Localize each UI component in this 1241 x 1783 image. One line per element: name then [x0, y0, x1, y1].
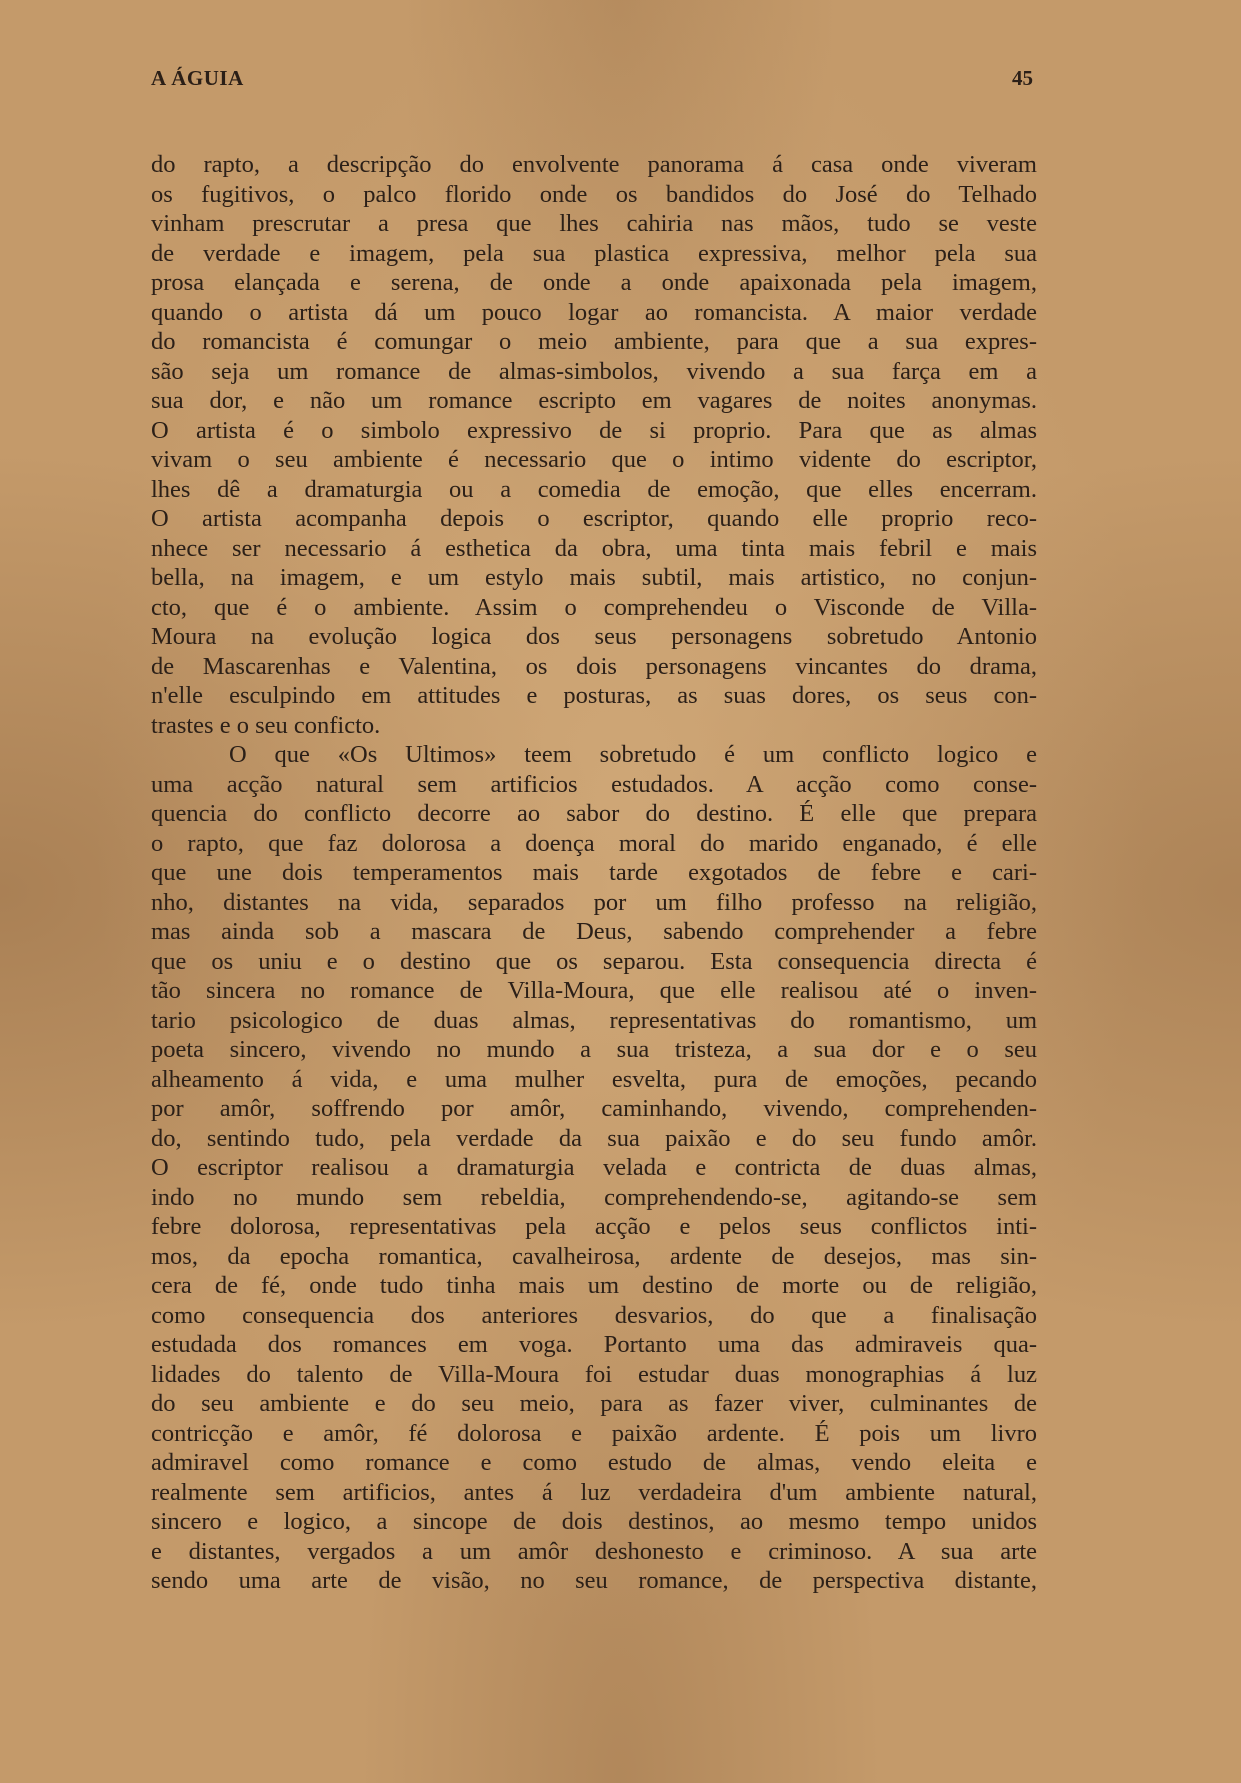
journal-title: A ÁGUIA [151, 66, 244, 90]
text-line: O artista é o simbolo expressivo de si proprio. Para que as almas [151, 416, 1037, 444]
text-line: do, sentindo tudo, pela verdade da sua paixão e do seu fundo amôr. [151, 1124, 1037, 1152]
text-line: realmente sem artificios, antes á luz verdadeira d'um ambiente natural, [151, 1478, 1037, 1506]
text-line: do romancista é comungar o meio ambiente, para que a sua expres- [151, 328, 1037, 355]
text-line: e distantes, vergados a um amôr deshonesto e criminoso. A sua arte [151, 1537, 1037, 1565]
text-line: poeta sincero, vivendo no mundo a sua tristeza, a sua dor e o seu [151, 1036, 1037, 1063]
text-line: que une dois temperamentos mais tarde exgotados de febre e cari- [151, 859, 1037, 886]
text-line: quencia do conflicto decorre ao sabor do destino. É elle que prepara [151, 800, 1037, 827]
page-number: 45 [1012, 66, 1033, 90]
text-line: nho, distantes na vida, separados por um filho professo na religião, [151, 888, 1037, 916]
text-line: de Mascarenhas e Valentina, os dois personagens vincantes do drama, [151, 652, 1037, 680]
text-line: os fugitivos, o palco florido onde os bandidos do José do Telhado [151, 180, 1037, 208]
text-line: por amôr, soffrendo por amôr, caminhando, vivendo, comprehenden- [151, 1095, 1037, 1122]
text-line: sua dor, e não um romance escripto em vagares de noites anonymas. [151, 387, 1037, 414]
text-line: estudada dos romances em voga. Portanto uma das admiraveis qua- [151, 1331, 1037, 1358]
paragraph-start-line: O que «Os Ultimos» teem sobretudo é um conflicto logico e [229, 741, 1037, 768]
text-line: O artista acompanha depois o escriptor, quando elle proprio reco- [151, 505, 1037, 532]
text-line: lidades do talento de Villa-Moura foi estudar duas monographias á luz [151, 1360, 1037, 1388]
text-line: nhece ser necessario á esthetica da obra, uma tinta mais febril e mais [151, 534, 1037, 562]
text-line: mos, da epocha romantica, cavalheirosa, ardente de desejos, mas sin- [151, 1242, 1037, 1270]
text-line: admiravel como romance e como estudo de almas, vendo eleita e [151, 1449, 1037, 1476]
text-line: de verdade e imagem, pela sua plastica expressiva, melhor pela sua [151, 239, 1037, 267]
text-line: prosa elançada e serena, de onde a onde apaixonada pela imagem, [151, 269, 1037, 296]
text-line: lhes dê a dramaturgia ou a comedia de emoção, que elles encerram. [151, 475, 1037, 503]
body-text [151, 150, 1037, 1596]
running-head [151, 66, 1033, 96]
text-line: vivam o seu ambiente é necessario que o intimo vidente do escriptor, [151, 446, 1037, 473]
text-line: tario psicologico de duas almas, representativas do romantismo, um [151, 1006, 1037, 1034]
text-line: vinham prescrutar a presa que lhes cahiria nas mãos, tudo se veste [151, 210, 1037, 237]
text-line: cera de fé, onde tudo tinha mais um destino de morte ou de religião, [151, 1272, 1037, 1299]
text-line: indo no mundo sem rebeldia, comprehendendo-se, agitando-se sem [151, 1183, 1037, 1211]
text-line: do seu ambiente e do seu meio, para as fazer viver, culminantes de [151, 1390, 1037, 1417]
text-line: uma acção natural sem artificios estudados. A acção como conse- [151, 770, 1037, 798]
text-line: que os uniu e o destino que os separou. Esta consequencia directa é [151, 947, 1037, 975]
text-line: como consequencia dos anteriores desvarios, do que a finalisação [151, 1301, 1037, 1329]
paragraph-end-line: trastes e o seu conficto. [151, 711, 381, 739]
text-line: sendo uma arte de visão, no seu romance, de perspectiva distante, [151, 1567, 1037, 1594]
text-line: febre dolorosa, representativas pela acção e pelos seus conflictos inti- [151, 1213, 1037, 1240]
text-line: bella, na imagem, e um estylo mais subtil, mais artistico, no conjun- [151, 564, 1037, 591]
text-line: sincero e logico, a sincope de dois destinos, ao mesmo tempo unidos [151, 1508, 1037, 1535]
text-line: tão sincera no romance de Villa-Moura, que elle realisou até o inven- [151, 977, 1037, 1004]
text-line: do rapto, a descripção do envolvente panorama á casa onde viveram [151, 151, 1037, 178]
text-line: quando o artista dá um pouco logar ao romancista. A maior verdade [151, 298, 1037, 326]
text-line: O escriptor realisou a dramaturgia velada e contricta de duas almas, [151, 1154, 1037, 1181]
text-line: o rapto, que faz dolorosa a doença moral do marido enganado, é elle [151, 829, 1037, 857]
text-line: mas ainda sob a mascara de Deus, sabendo comprehender a febre [151, 918, 1037, 945]
text-line: são seja um romance de almas-simbolos, vivendo a sua farça em a [151, 357, 1037, 385]
text-line: cto, que é o ambiente. Assim o comprehendeu o Visconde de Villa- [151, 593, 1037, 621]
text-line: alheamento á vida, e uma mulher esvelta, pura de emoções, pecando [151, 1065, 1037, 1093]
text-line: Moura na evolução logica dos seus personagens sobretudo Antonio [151, 623, 1037, 650]
text-line: contricção e amôr, fé dolorosa e paixão ardente. É pois um livro [151, 1419, 1037, 1447]
text-line: n'elle esculpindo em attitudes e posturas, as suas dores, os seus con- [151, 682, 1037, 709]
